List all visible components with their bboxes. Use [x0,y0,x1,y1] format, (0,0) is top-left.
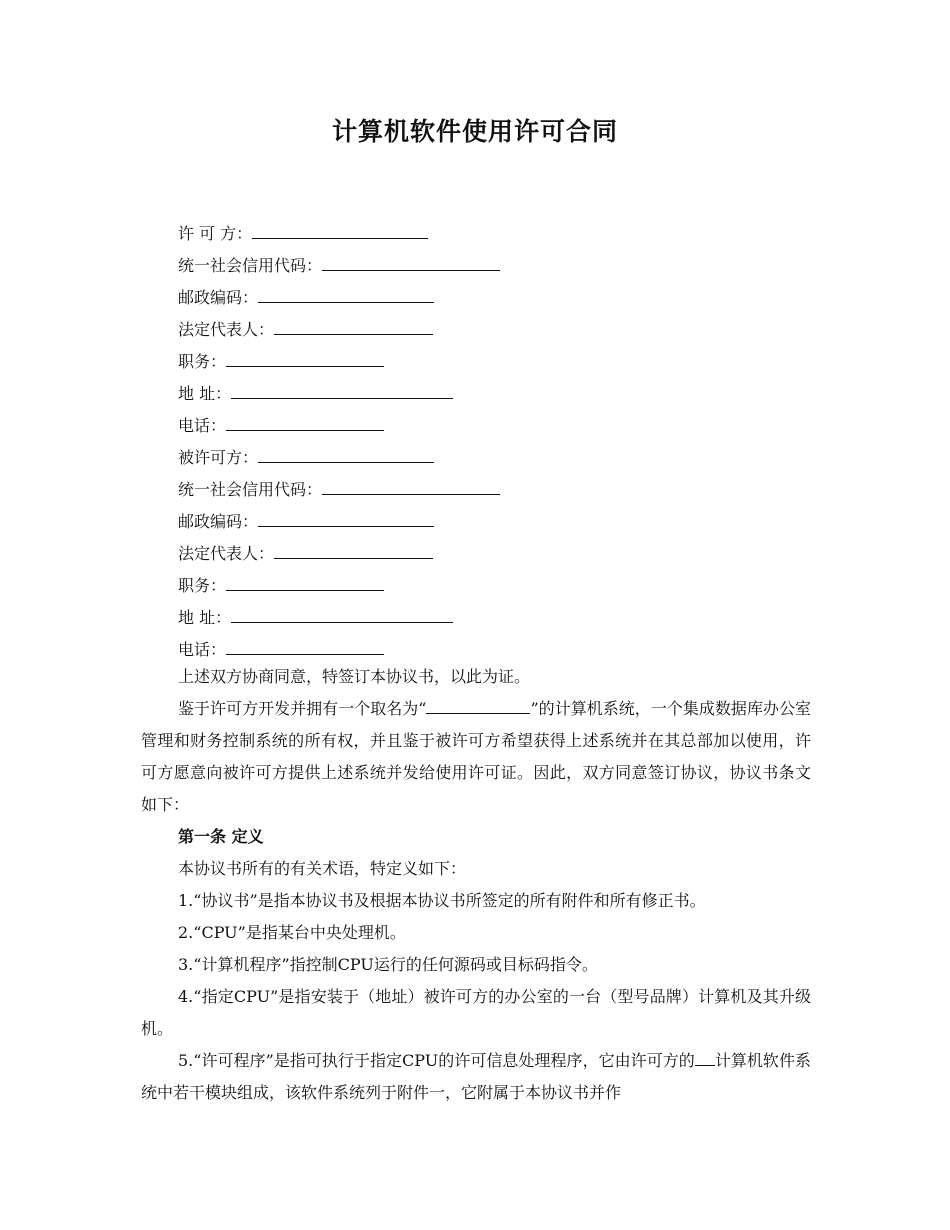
software-name-blank[interactable] [695,1047,715,1066]
licensee-address-row [178,602,500,634]
definition-5-start: 5.“许可程序”是指可执行于指定CPU的许可信息处理程序，它由许可方的 [178,1051,695,1070]
licensee-credit-code-row [178,474,500,506]
licensor-address-label: 地 址： [178,384,232,403]
definition-5 [141,1045,811,1109]
licensor-position-label: 职务： [178,352,227,371]
licensee-address-label: 地 址： [178,608,232,627]
licensee-legal-rep-blank[interactable] [274,538,433,559]
licensor-name-row [178,218,500,250]
licensee-name-label: 被许可方： [178,448,259,467]
licensor-address-blank[interactable] [231,378,453,399]
licensor-credit-code-blank[interactable] [322,250,500,271]
licensee-name-row [178,442,500,474]
definition-3: 3.“计算机程序”指控制CPU运行的任何源码或目标码指令。 [178,955,598,974]
licensee-postcode-label: 邮政编码： [178,512,259,531]
whereas-text-end: ”的计算机系统，一个集成数据库办公室管理和财务控制系统的所有权，并且鉴于被许可方希望获得上述系统并在其总部加以使用，许可方愿意向被许可方提供上述系统并发给使用许可证。因此，双方同意签订协议，协议书条文如下： [141,699,811,814]
licensor-address-row [178,378,500,410]
licensee-postcode-row [178,506,500,538]
licensor-position-blank[interactable] [226,346,384,367]
system-name-blank[interactable] [426,695,530,714]
licensee-postcode-blank[interactable] [258,506,434,527]
licensor-legal-rep-blank[interactable] [274,314,433,335]
licensee-position-blank[interactable] [226,570,384,591]
contract-body [141,661,811,1109]
whereas-text-start: 鉴于许可方开发并拥有一个取名为“ [178,699,427,718]
licensor-phone-row [178,410,500,442]
party-fields [178,218,500,666]
licensee-phone-label: 电话： [178,640,227,659]
article-1-heading: 第一条 定义 [178,827,264,846]
licensee-position-label: 职务： [178,576,227,595]
licensor-position-row [178,346,500,378]
licensor-postcode-blank[interactable] [258,282,434,303]
definition-4: 4.“指定CPU”是指安装于（地址）被许可方的办公室的一台（型号品牌）计算机及其升级机。 [141,987,811,1038]
licensor-legal-rep-label: 法定代表人： [178,320,275,339]
licensee-address-blank[interactable] [231,602,453,623]
licensor-credit-code-label: 统一社会信用代码： [178,256,323,275]
licensee-credit-code-label: 统一社会信用代码： [178,480,323,499]
definition-2: 2.“CPU”是指某台中央处理机。 [178,923,406,942]
licensee-name-blank[interactable] [258,442,434,463]
article-1-intro: 本协议书所有的有关术语，特定义如下： [178,859,467,878]
licensor-phone-blank[interactable] [226,410,384,431]
licensor-phone-label: 电话： [178,416,227,435]
whereas-paragraph [141,693,811,821]
agreement-statement: 上述双方协商同意，特签订本协议书，以此为证。 [178,667,531,686]
licensee-legal-rep-row [178,538,500,570]
licensor-legal-rep-row [178,314,500,346]
licensor-name-blank[interactable] [252,218,428,239]
licensor-postcode-label: 邮政编码： [178,288,259,307]
licensor-credit-code-row [178,250,500,282]
licensee-legal-rep-label: 法定代表人： [178,544,275,563]
licensee-position-row [178,570,500,602]
licensor-postcode-row [178,282,500,314]
contract-title: 计算机软件使用许可合同 [331,117,618,146]
licensor-name-label: 许 可 方： [178,224,253,243]
definition-5-end: 计算机软件系统中若干模块组成，该软件系统列于附件一，它附属于本协议书并作 [141,1051,811,1102]
licensee-credit-code-blank[interactable] [322,474,500,495]
licensee-phone-blank[interactable] [226,634,384,655]
definition-1: 1.“协议书”是指本协议书及根据本协议书所签定的所有附件和所有修正书。 [178,891,706,910]
